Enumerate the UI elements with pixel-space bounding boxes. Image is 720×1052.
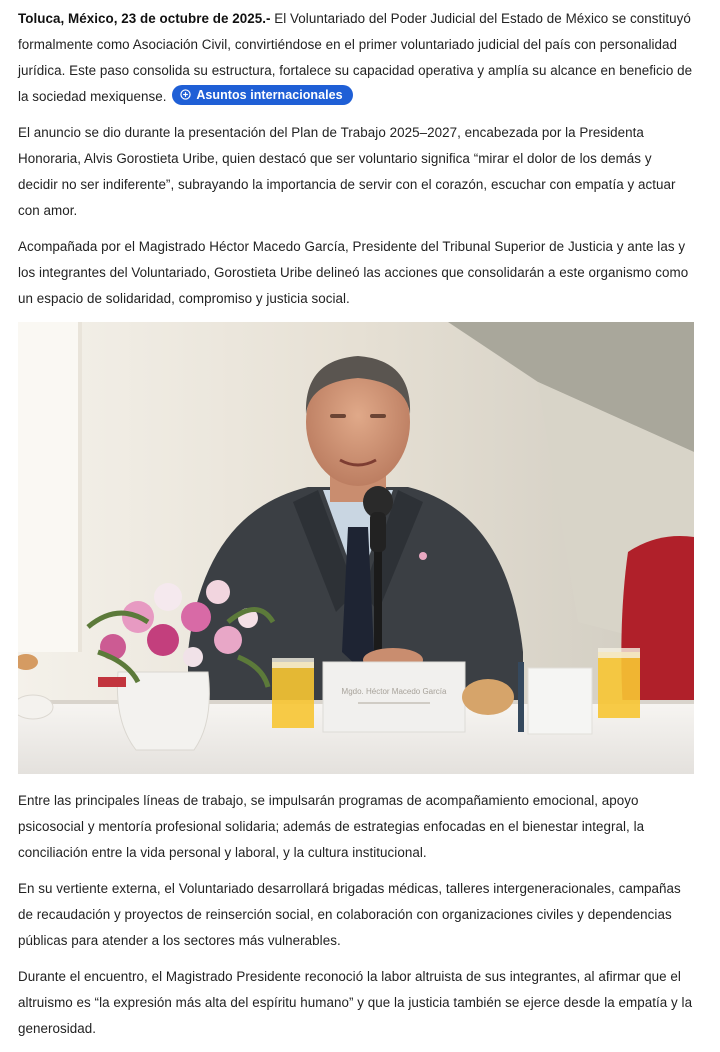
tag-asuntos-internacionales-button[interactable] <box>172 85 352 105</box>
article-photo <box>18 322 694 774</box>
paragraph-6: Durante el encuentro, el Magistrado Presidente reconoció la labor altruista de sus integrantes, al afirmar que el altruismo es “la expresión más alta del espíritu humano” y que la justicia también se ejerce desde la empatía y la generosidad. <box>18 969 693 1036</box>
article-body <box>18 6 694 1052</box>
paragraph-3: Acompañada por el Magistrado Héctor Macedo García, Presidente del Tribunal Superior de Justicia y ante las y los integrantes del Voluntariado, Gorostieta Uribe delineó las acciones que consolidarán a este organismo como un espacio de solidaridad, compromiso y justicia social. <box>18 239 689 306</box>
tag-label: Asuntos internacionales <box>196 87 343 102</box>
nameplate-text: Mgdo. Héctor Macedo García <box>341 687 447 696</box>
paragraph-5: En su vertiente externa, el Voluntariado desarrollará brigadas médicas, talleres intergeneracionales, campañas de recaudación y proyectos de reinserción social, en colaboración con organizaciones civiles y dependencias públicas para atender a los sectores más vulnerables. <box>18 881 681 948</box>
intro-text: El Voluntariado del Poder Judicial del Estado de México se constituyó formalmente como Asociación Civil, convirtiéndose en el primer voluntariado judicial del país con personalidad jurídica. Este paso consolida su estructura, fortalece su capacidad operativa y amplía su alcance en beneficio de la sociedad mexiquense. <box>18 11 693 104</box>
dateline: Toluca, México, 23 de octubre de 2025.- <box>18 11 271 26</box>
paragraph-intro <box>18 6 694 110</box>
plus-circle-icon <box>180 89 191 100</box>
paragraph-4: Entre las principales líneas de trabajo, se impulsarán programas de acompañamiento emocional, apoyo psicosocial y mentoría profesional solidaria; además de estrategias enfocadas en el bienestar integral, la conciliación entre la vida personal y laboral, y la cultura institucional. <box>18 793 645 860</box>
photo-illustration <box>18 322 694 774</box>
paragraph-2: El anuncio se dio durante la presentación del Plan de Trabajo 2025–2027, encabezada por la Presidenta Honoraria, Alvis Gorostieta Uribe, quien destacó que ser voluntario significa “mirar el dolor de los demás y decidir no ser indiferente”, subrayando la importancia de servir con el corazón, escuchar con empatía y actuar con amor. <box>18 125 676 218</box>
